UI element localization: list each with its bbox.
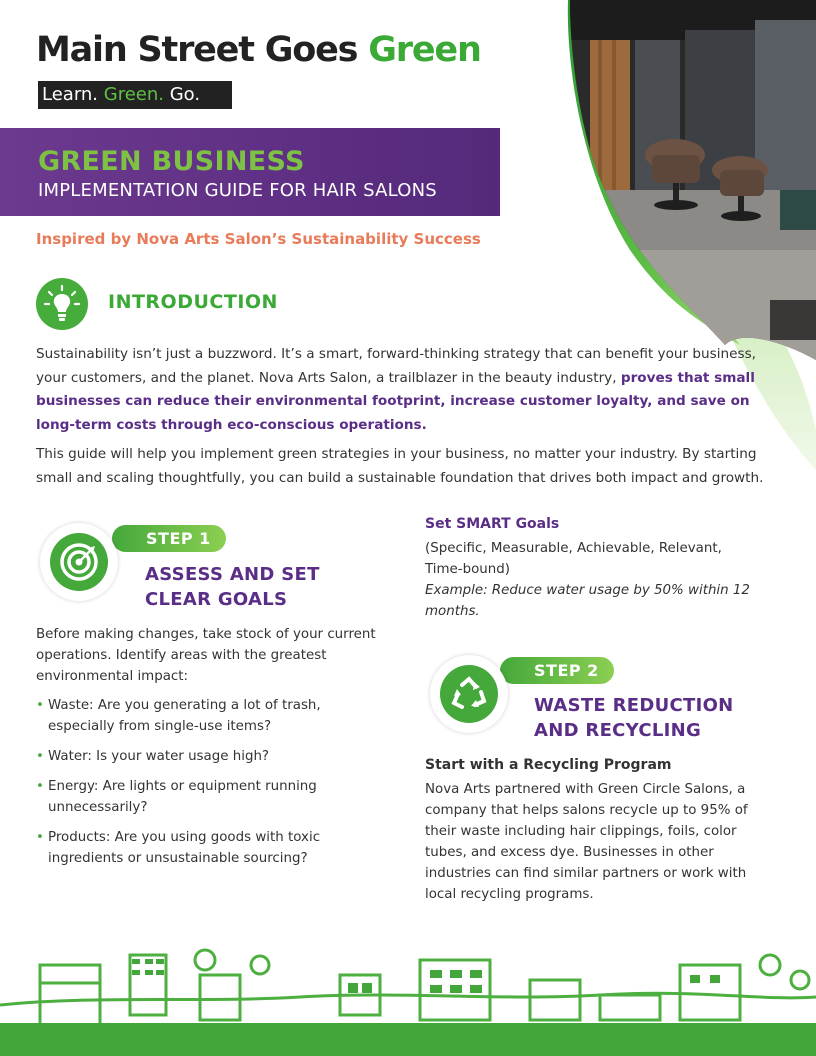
intro-paragraph-1: Sustainability isn’t just a buzzword. It’s a smart, forward-thinking strategy that can benefit your business, your customers, and the planet. Nova Arts Salon, a trailblazer in the beauty industry, proves that small businesses can reduce their environmental footprint, increase customer loyalty, and save on long-term costs through eco-conscious operations. — [36, 346, 756, 433]
step-1-intro: Before making changes, take stock of your current operations. Identify areas with the greatest environmental impact: — [36, 627, 376, 684]
town-skyline-graphic — [0, 945, 816, 1056]
introduction-heading: INTRODUCTION — [108, 291, 278, 313]
step-2-heading: WASTE REDUCTION AND RECYCLING — [534, 695, 734, 741]
step-1-heading: ASSESS AND SET CLEAR GOALS — [145, 564, 320, 610]
banner-subtitle: IMPLEMENTATION GUIDE FOR HAIR SALONS — [38, 180, 437, 201]
list-item: • Energy: Are lights or equipment running unnecessarily? — [36, 779, 317, 815]
banner-title: GREEN BUSINESS — [38, 146, 305, 177]
smart-goals-definition: (Specific, Measurable, Achievable, Relevant, Time-bound) — [425, 541, 722, 577]
smart-goals-title: Set SMART Goals — [425, 516, 560, 532]
tagline: Learn. Green. Go. — [38, 81, 232, 109]
target-icon — [50, 533, 108, 591]
step-2-badge — [430, 655, 508, 733]
recycling-program-title: Start with a Recycling Program — [425, 757, 672, 773]
step-1-badge — [40, 523, 118, 601]
list-item: • Products: Are you using goods with toxic ingredients or unsustainable sourcing? — [36, 830, 321, 866]
publication-title: Main Street Goes Green — [36, 30, 481, 70]
intro-paragraph-2: This guide will help you implement green strategies in your business, no matter your industry. By starting small and scaling thoughtfully, you can build a sustainable foundation that drives both impact and growth. — [36, 446, 764, 486]
lightbulb-icon — [36, 278, 88, 330]
step-2-label: STEP 2 — [500, 657, 614, 684]
inspired-by-line: Inspired by Nova Arts Salon’s Sustainability Success — [36, 230, 481, 248]
recycling-program-body: Nova Arts partnered with Green Circle Salons, a company that helps salons recycle up to 95% of their waste including hair clippings, foils, color tubes, and excess dye. Businesses in other industries can find similar partners or work with local recycling programs. — [425, 782, 748, 902]
impact-list — [36, 695, 366, 878]
step-1-label: STEP 1 — [112, 525, 226, 552]
smart-goals-example: Example: Reduce water usage by 50% within 12 months. — [425, 583, 750, 619]
list-item: • Water: Is your water usage high? — [36, 749, 270, 764]
list-item: • Waste: Are you generating a lot of trash, especially from single-use items? — [36, 698, 321, 734]
recycle-icon — [440, 665, 498, 723]
